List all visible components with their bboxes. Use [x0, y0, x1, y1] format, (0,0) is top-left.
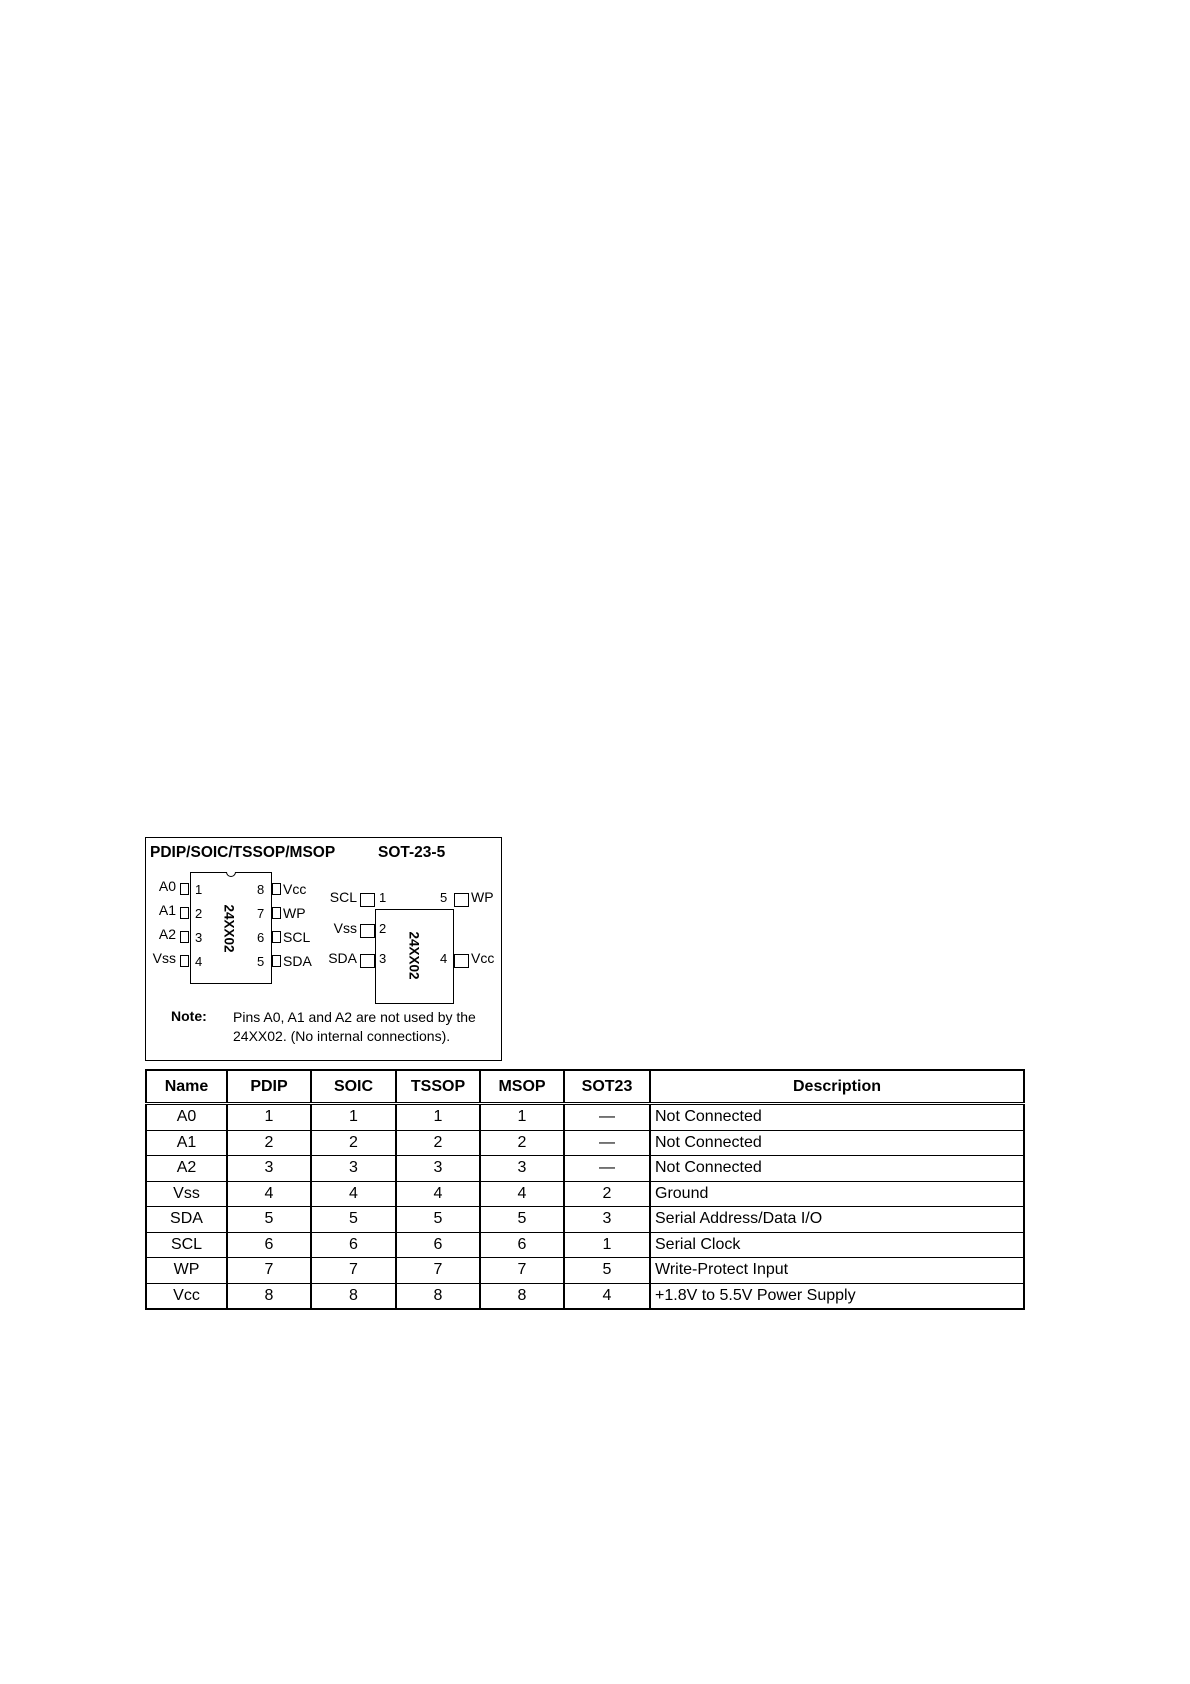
pdip-cell: 6	[227, 1232, 311, 1258]
column-header-name: Name	[146, 1070, 227, 1104]
description-cell: Serial Clock	[650, 1232, 1024, 1258]
pin-function-table	[145, 1069, 1025, 1310]
dip-pin-pad	[272, 955, 281, 967]
pdip-cell: 3	[227, 1156, 311, 1182]
dip-pin-pad	[180, 907, 189, 919]
msop-cell: 5	[480, 1207, 564, 1233]
dip-pin-number: 2	[195, 906, 203, 921]
sot-pin-pad	[454, 954, 469, 968]
sot-pin-label: WP	[471, 889, 494, 905]
soic-cell: 5	[311, 1207, 396, 1233]
tssop-cell: 8	[396, 1283, 480, 1309]
soic-cell: 4	[311, 1181, 396, 1207]
sot-pin-pad	[360, 893, 375, 907]
pdip-cell: 2	[227, 1130, 311, 1156]
sot-pin-number: 2	[379, 921, 387, 936]
column-header-msop: MSOP	[480, 1070, 564, 1104]
soic-cell: 7	[311, 1258, 396, 1284]
sot23-cell: —	[564, 1156, 650, 1182]
tssop-cell: 4	[396, 1181, 480, 1207]
sot-pin-number: 5	[440, 890, 448, 905]
tssop-cell: 2	[396, 1130, 480, 1156]
pdip-cell: 8	[227, 1283, 311, 1309]
pin-name-cell: A0	[146, 1104, 227, 1131]
pdip-cell: 1	[227, 1104, 311, 1131]
sot-pin-label: SDA	[328, 950, 357, 966]
soic-cell: 6	[311, 1232, 396, 1258]
pin-name-cell: A1	[146, 1130, 227, 1156]
sot23-cell: 4	[564, 1283, 650, 1309]
soic-cell: 3	[311, 1156, 396, 1182]
note-text: Pins A0, A1 and A2 are not used by the 24XX02. (No internal connections).	[233, 1009, 476, 1044]
sot-pin-label: Vcc	[471, 950, 495, 966]
dip-pin-label: SCL	[283, 929, 311, 945]
table-header-row	[146, 1070, 1024, 1104]
column-header-description: Description	[650, 1070, 1024, 1104]
sot23-cell: 5	[564, 1258, 650, 1284]
sot23-cell: —	[564, 1130, 650, 1156]
tssop-cell: 5	[396, 1207, 480, 1233]
sot-pin-number: 4	[440, 951, 448, 966]
column-header-tssop: TSSOP	[396, 1070, 480, 1104]
dip-pin-pad	[272, 907, 281, 919]
pdip-cell: 4	[227, 1181, 311, 1207]
sot-pin-label: SCL	[329, 889, 357, 905]
description-cell: +1.8V to 5.5V Power Supply	[650, 1283, 1024, 1309]
soic-cell: 8	[311, 1283, 396, 1309]
dip-pin-label: SDA	[283, 953, 312, 969]
dip-pin-number: 7	[257, 906, 265, 921]
description-cell: Not Connected	[650, 1130, 1024, 1156]
note-title: Note:	[171, 1008, 207, 1024]
dip-pin-pad	[272, 931, 281, 943]
dip-pin-pad	[180, 955, 189, 967]
dip-pin-pad	[180, 931, 189, 943]
pin-name-cell: A2	[146, 1156, 227, 1182]
pin-name-cell: SCL	[146, 1232, 227, 1258]
column-header-sot23: SOT23	[564, 1070, 650, 1104]
dip-pin-label: A0	[158, 878, 176, 894]
sot-pin-label: Vss	[333, 920, 357, 936]
table-row	[146, 1283, 1024, 1309]
pin-name-cell: Vcc	[146, 1283, 227, 1309]
dip-pin-pad	[180, 883, 189, 895]
table-row	[146, 1130, 1024, 1156]
sot-pin-number: 3	[379, 951, 387, 966]
dip-pin-number: 3	[195, 930, 203, 945]
dip-pin-label: Vcc	[283, 881, 307, 897]
soic-cell: 2	[311, 1130, 396, 1156]
pdip-cell: 5	[227, 1207, 311, 1233]
dip-pin-pad	[272, 883, 281, 895]
table-row	[146, 1104, 1024, 1131]
pin-name-cell: WP	[146, 1258, 227, 1284]
sot-package-header: SOT-23-5	[378, 844, 446, 861]
tssop-cell: 7	[396, 1258, 480, 1284]
description-cell: Not Connected	[650, 1156, 1024, 1182]
sot-pin-pad	[360, 924, 375, 938]
dip-pin-number: 4	[195, 954, 203, 969]
column-header-soic: SOIC	[311, 1070, 396, 1104]
dip-pin-label: A1	[158, 902, 176, 918]
table-row	[146, 1156, 1024, 1182]
sot-pin-pad	[360, 954, 375, 968]
description-cell: Serial Address/Data I/O	[650, 1207, 1024, 1233]
pdip-cell: 7	[227, 1258, 311, 1284]
pinout-diagram	[145, 837, 502, 1061]
table-row	[146, 1258, 1024, 1284]
msop-cell: 8	[480, 1283, 564, 1309]
dip-pin-label: Vss	[152, 950, 176, 966]
msop-cell: 4	[480, 1181, 564, 1207]
soic-cell: 1	[311, 1104, 396, 1131]
dip-pin-label: A2	[158, 926, 176, 942]
sot-part-number: 24XX02	[406, 931, 422, 980]
dip-pin-number: 8	[257, 882, 265, 897]
table-row	[146, 1232, 1024, 1258]
dip-pin-number: 5	[257, 954, 265, 969]
msop-cell: 7	[480, 1258, 564, 1284]
dip-pin-number: 6	[257, 930, 265, 945]
tssop-cell: 6	[396, 1232, 480, 1258]
tssop-cell: 1	[396, 1104, 480, 1131]
msop-cell: 3	[480, 1156, 564, 1182]
sot23-cell: 1	[564, 1232, 650, 1258]
table-row	[146, 1181, 1024, 1207]
sot-pin-number: 1	[379, 890, 387, 905]
msop-cell: 1	[480, 1104, 564, 1131]
description-cell: Write-Protect Input	[650, 1258, 1024, 1284]
sot23-cell: 3	[564, 1207, 650, 1233]
dip-pin-label: WP	[283, 905, 306, 921]
table-row	[146, 1207, 1024, 1233]
description-cell: Not Connected	[650, 1104, 1024, 1131]
sot23-cell: 2	[564, 1181, 650, 1207]
pin-name-cell: Vss	[146, 1181, 227, 1207]
msop-cell: 6	[480, 1232, 564, 1258]
pin-name-cell: SDA	[146, 1207, 227, 1233]
sot-pin-pad	[454, 893, 469, 907]
sot23-cell: —	[564, 1104, 650, 1131]
tssop-cell: 3	[396, 1156, 480, 1182]
dip-pin-number: 1	[195, 882, 203, 897]
msop-cell: 2	[480, 1130, 564, 1156]
column-header-pdip: PDIP	[227, 1070, 311, 1104]
dip-package-header: PDIP/SOIC/TSSOP/MSOP	[150, 844, 336, 861]
description-cell: Ground	[650, 1181, 1024, 1207]
dip-part-number: 24XX02	[221, 904, 237, 953]
